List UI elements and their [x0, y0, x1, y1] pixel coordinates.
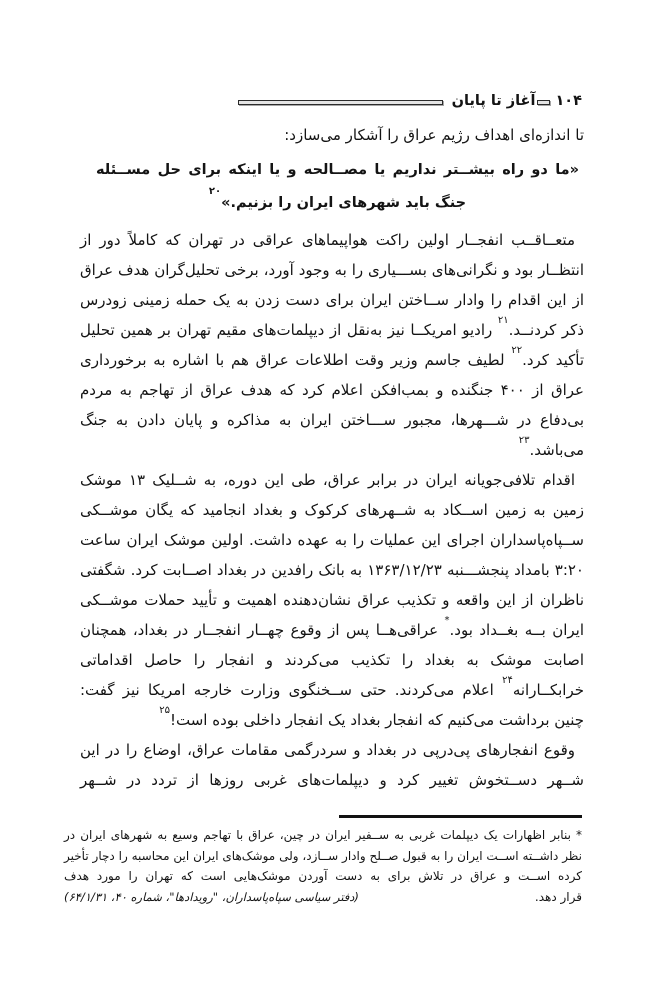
page-body [80, 120, 584, 795]
paragraph-1-text-a: متعــاقــب انفجــار اولین راکت هواپیماهای عراقی در تهران که کاملاً دور از انتظــار بود و نگرانی‌های بســـیاری را به وجود آورد، برخی تحلیل‌گران هدف عراق از این اقدام را وادار ســاختن ایران برای دست زدن به یک حمله زمینی زودرس ذکر کردنــد. [80, 231, 584, 339]
footnote-ref-21: ۲۱ [497, 315, 509, 326]
paragraph-3-text: وقوع انفجارهای پی‌درپی در بغداد و سردرگمی مقامات عراق، اوضاع را در این شــهر دســتخوش تغییر کرد و دیپلمات‌های غربی روزها از تردد در شــهر [80, 741, 584, 789]
header-dash-ornament [537, 100, 550, 105]
footnote-ref-star: * [444, 615, 450, 626]
paragraph-1-text-b: رادیو امریکــا نیز به‌نقل از دیپلمات‌های مقیم تهران بر همین تحلیل تأکید کرد. [80, 321, 584, 369]
intro-line: تا اندازه‌ای اهداف رژیم عراق را آشکار می‌سازد: [284, 126, 584, 144]
quote-text: «ما دو راه بیشــتر نداریم یا مصــالحه و یا اینکه برای حل مســئله جنگ باید شهرهای ایران را بزنیم.» [96, 162, 579, 211]
paragraph-1 [80, 225, 584, 465]
paragraph-2-text-b: عراقی‌هــا پس از وقوع چهــار انفجــار در بغداد، همچنان اصابت موشک به بغداد را تکذیب می‌کردند و انفجار را حاصل اقداماتی خرابکــارانه [80, 621, 584, 699]
footnote-ref-20: ۲۰ [208, 186, 222, 198]
footnote-text-end: قرار دهد. [534, 889, 582, 904]
footnote-text: * بنابر اظهارات یک دیپلمات غربی به ســفیر ایران در چین، عراق با تهاجم وسیع به شهرهای ایران در نظر داشــته اســت ایران را به قبول صــلح وادار ســازد، ولی موشک‌های ایران این محاسبه را دچار تأخیر کرده اســت و عراق در تلاش برای به دست آوردن موشک‌هایی است که تهران را مورد هدف [64, 828, 582, 883]
footnote-last-line [64, 887, 582, 908]
footnote-ref-23: ۲۳ [518, 435, 530, 446]
footnote-ref-22: ۲۲ [511, 345, 523, 356]
footnote-citation: (دفتر سیاسی سپاه‌پاسداران، "رویدادها"، شماره ۴۰، ۶۴/۱/۳۱) [64, 889, 359, 904]
running-title: آغاز تا پایان [451, 93, 536, 109]
paragraph-2-text-c: اعلام می‌کردند. حتی ســخنگوی وزارت خارجه امریکا نیز گفت: چنین برداشت می‌کنیم که انفجار بغداد یک انفجار داخلی بوده است! [80, 681, 584, 729]
block-quote [96, 154, 579, 220]
paragraph-3 [80, 735, 584, 795]
footnote-ref-25: ۲۵ [159, 705, 170, 716]
paragraph-2-text-a: اقدام تلافی‌جویانه ایران در برابر عراق، طی این دوره، به شــلیک ۱۳ موشک زمین به زمین اســکاد به شــهرهای کرکوک و بغداد انجامید که یگان موشــکی ســپاه‌پاسداران اجرای این عملیات را به عهده داشت. اولین موشک ایران ساعت ۳:۲۰ بامداد پنجشـــنبه ۱۳۶۳/۱۲/۲۳ به بانک رافدین در بغداد اصــابت کرد. شگفتی ناظران از این واقعه و تکذیب عراق نشان‌دهنده اهمیت و تأیید حملات موشــکی ایران بــه بغــداد بود. [80, 471, 584, 639]
footnote-area [64, 815, 582, 907]
footnote-separator-rule [339, 815, 582, 818]
running-header [80, 90, 582, 112]
paragraph-1-text-c: لطیف جاسم وزیر وقت اطلاعات عراق هم با اشاره به برخورداری عراق از ۴۰۰ جنگنده و بمب‌افکن اعلام کرد که هدف عراق از تهاجم به مردم بی‌دفاع در شـــهرها، مجبور ســـاختن ایران به مذاکره و پایان دادن به جنگ می‌باشد. [80, 351, 584, 459]
page-number: ۱۰۴ [555, 93, 582, 109]
paragraph-2 [80, 465, 584, 735]
header-rule [238, 100, 443, 105]
footnote-ref-24: ۲۴ [502, 675, 513, 686]
